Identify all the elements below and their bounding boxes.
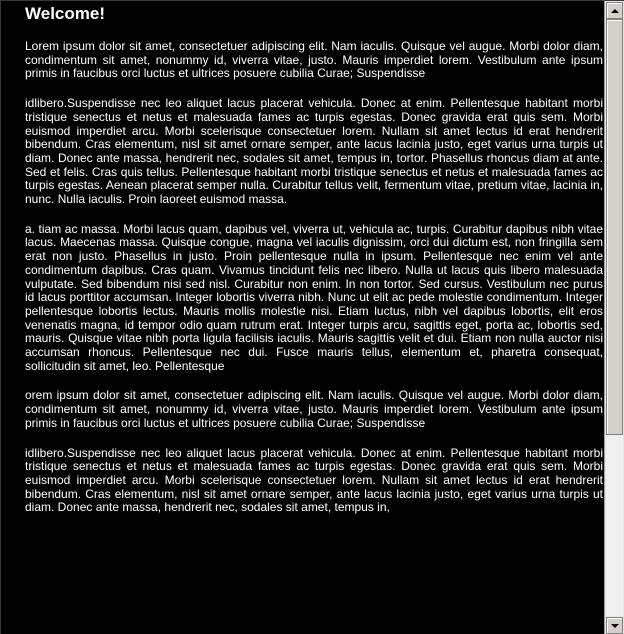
paragraph-4: orem ipsum dolor sit amet, consectetuer adipiscing elit. Nam iaculis. Quisque vel augue. Morbi dolor diam, condimentum sit amet, nonummy id, viverra vitae, justo. Mauris imperdiet lorem. Vestibulum ante ipsum primis in faucibus orci luctus et ultrices posuere cubilia Curae; Suspendisse <box>25 388 603 430</box>
scroll-up-button[interactable] <box>606 2 623 19</box>
paragraph-3: a. tiam ac massa. Morbi lacus quam, dapibus vel, viverra ut, vehicula ac, turpis. Curabitur dapibus nibh vitae lacus. Maecenas massa. Quisque congue, magna vel iaculis dignissim, orci dui dictum est, non fringilla sem erat non justo. Phasellus in justo. Proin pellentesque nulla in ipsum. Pellentesque nec enim vel ante condimentum dapibus. Cras quam. Vivamus tincidunt felis nec libero. Nulla ut lacus quis libero malesuada vulputate. Sed bibendum nisi sed nisl. Curabitur non enim. In non tortor. Sed cursus. Vestibulum nec purus id lacus porttitor accumsan. Integer lobortis viverra nibh. Nunc ut elit ac pede molestie condimentum. Integer pellentesque lobortis lectus. Mauris mollis molestie nisi. Etiam luctus, nibh vel dapibus lobortis, elit eros venenatis magna, id tempor odio quam rutrum erat. Integer turpis arcu, sagittis eget, porta ac, lobortis sed, mauris. Quisque vitae nibh porta ligula facilisis iaculis. Mauris sagittis velit et dui. Etiam non nulla auctor nisi accumsan rhoncus. Pellentesque nec dui. Fusce mauris tellus, elementum et, pharetra consequat, sollicitudin sit amet, leo. Pellentesque <box>25 221 603 373</box>
paragraph-1: Lorem ipsum dolor sit amet, consectetuer adipiscing elit. Nam iaculis. Quisque vel augue. Morbi dolor diam, condimentum sit amet, nonummy id, viverra vitae, justo. Mauris imperdiet lorem. Vestibulum ante ipsum primis in faucibus orci luctus et ultrices posuere cubilia Curae; Suspendisse <box>25 39 603 81</box>
page-title: Welcome! <box>25 4 105 23</box>
page-content <box>25 1 603 634</box>
scroll-down-button[interactable] <box>606 617 623 634</box>
paragraph-5: idlibero.Suspendisse nec leo aliquet lacus placerat vehicula. Donec at enim. Pellentesque habitant morbi tristique senectus et netus et malesuada fames ac turpis egestas. Donec gravida erat quis sem. Morbi euismod imperdiet arcu. Morbi scelerisque consectetuer lorem. Nullam sit amet lectus id erat hendrerit bibendum. Cras elementum, nisl sit amet ornare semper, ante lacus lacinia justo, eget varius urna turpis ut diam. Donec ante massa, hendrerit nec, sodales sit amet, tempus in, <box>25 445 603 515</box>
vertical-scrollbar[interactable] <box>604 1 624 634</box>
paragraph-2: idlibero.Suspendisse nec leo aliquet lacus placerat vehicula. Donec at enim. Pellentesque habitant morbi tristique senectus et netus et malesuada fames ac turpis egestas. Donec gravida erat quis sem. Morbi euismod imperdiet arcu. Morbi scelerisque consectetuer lorem. Nullam sit amet lectus id erat hendrerit bibendum. Cras elementum, nisl sit amet ornare semper, ante lacus lacinia justo, eget varius urna turpis ut diam. Donec ante massa, hendrerit nec, sodales sit amet, tempus in, tortor. Phasellus rhoncus diam at ante. Sed et felis. Cras quis tellus. Pellentesque habitant morbi tristique senectus et netus et malesuada fames ac turpis egestas. Aenean placerat semper nulla. Curabitur tellus velit, fermentum vitae, pretium vitae, lacinia in, nunc. Nulla iaculis. Proin laoreet euismod massa. <box>25 96 603 207</box>
scroll-thumb[interactable] <box>606 19 623 435</box>
arrow-up-icon <box>611 9 619 13</box>
arrow-down-icon <box>611 624 619 628</box>
